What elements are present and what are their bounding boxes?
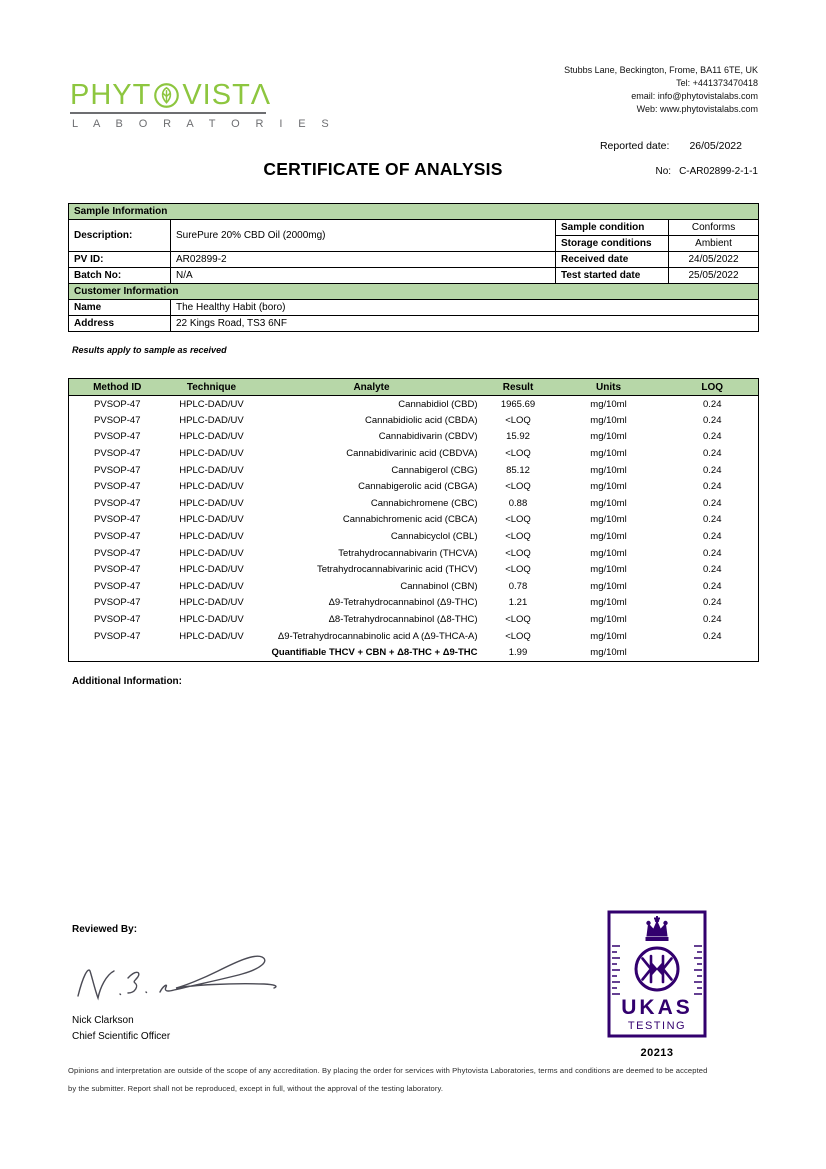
col-analyte: Analyte <box>258 379 486 396</box>
pv-id-value: AR02899-2 <box>171 252 556 268</box>
sample-info-header: Sample Information <box>69 204 759 220</box>
result-row <box>69 445 759 462</box>
cell-result: 0.78 <box>508 580 528 592</box>
reported-date-row <box>600 140 742 152</box>
customer-name-value: The Healthy Habit (boro) <box>171 300 759 316</box>
cell-result: <LOQ <box>505 564 531 576</box>
ukas-mark-icon <box>607 910 707 1038</box>
cell-method-id: PVSOP-47 <box>94 564 141 576</box>
result-row <box>69 495 759 512</box>
cell-method-id: PVSOP-47 <box>94 414 141 426</box>
summary-row <box>69 644 759 661</box>
result-row <box>69 462 759 479</box>
cell-loq: 0.24 <box>703 580 722 592</box>
cell-loq: 0.24 <box>703 431 722 443</box>
sample-condition-label: Sample condition <box>556 220 669 236</box>
cell-method-id: PVSOP-47 <box>94 580 141 592</box>
cell-units: mg/10ml <box>590 431 627 443</box>
cell-result: <LOQ <box>505 414 531 426</box>
cell-analyte: Cannabichromenic acid (CBCA) <box>342 514 478 526</box>
results-tbody <box>69 396 759 645</box>
contact-address: Stubbs Lane, Beckington, Frome, BA11 6TE, UK <box>564 65 758 75</box>
cell-loq: 0.24 <box>703 481 722 493</box>
cell-method-id: PVSOP-47 <box>94 481 141 493</box>
cell-technique: HPLC-DAD/UV <box>179 497 244 509</box>
contact-web: Web: www.phytovistalabs.com <box>636 104 758 114</box>
cell-loq: 0.24 <box>703 497 722 509</box>
sample-info-table <box>68 203 759 332</box>
cell-result: <LOQ <box>505 514 531 526</box>
cell-units: mg/10ml <box>590 464 627 476</box>
cell-result: <LOQ <box>505 630 531 642</box>
summary-result: 1.99 <box>508 646 528 658</box>
certificate-number-value: C-AR02899-2-1-1 <box>679 166 758 177</box>
reported-date-value: 26/05/2022 <box>689 140 742 152</box>
cell-loq: 0.24 <box>703 531 722 543</box>
ukas-crown-icon <box>646 916 668 941</box>
contact-tel: Tel: +441373470418 <box>676 78 758 88</box>
reviewed-by-label: Reviewed By: <box>72 924 138 935</box>
signatory-title: Chief Scientific Officer <box>72 1031 171 1042</box>
footer-disclaimer-line2: by the submitter. Report shall not be reproduced, except in full, without the approval of the testing laboratory. <box>68 1084 444 1093</box>
cell-technique: HPLC-DAD/UV <box>179 564 244 576</box>
cell-technique: HPLC-DAD/UV <box>179 481 244 493</box>
result-row <box>69 512 759 529</box>
cell-technique: HPLC-DAD/UV <box>179 514 244 526</box>
cell-result: <LOQ <box>505 531 531 543</box>
pv-id-label: PV ID: <box>69 252 171 268</box>
test-started-label: Test started date <box>556 268 669 284</box>
customer-address-label: Address <box>69 316 171 332</box>
cell-units: mg/10ml <box>590 497 627 509</box>
brand-wordmark <box>70 80 335 110</box>
ukas-number: 20213 <box>640 1047 674 1059</box>
cell-result: <LOQ <box>505 614 531 626</box>
certificate-number-label: No: <box>655 166 672 177</box>
customer-name-label: Name <box>69 300 171 316</box>
cell-method-id: PVSOP-47 <box>94 431 141 443</box>
storage-conditions-value: Ambient <box>669 236 759 252</box>
cell-technique: HPLC-DAD/UV <box>179 597 244 609</box>
cell-method-id: PVSOP-47 <box>94 497 141 509</box>
results-apply-note: Results apply to sample as received <box>72 345 227 355</box>
cell-method-id: PVSOP-47 <box>94 464 141 476</box>
cell-units: mg/10ml <box>590 531 627 543</box>
result-row <box>69 545 759 562</box>
cell-technique: HPLC-DAD/UV <box>179 414 244 426</box>
cell-method-id: PVSOP-47 <box>94 398 141 410</box>
cell-analyte: Tetrahydrocannabivarin (THCVA) <box>338 547 478 559</box>
cell-loq: 0.24 <box>703 630 722 642</box>
cell-method-id: PVSOP-47 <box>94 448 141 460</box>
cell-loq: 0.24 <box>703 398 722 410</box>
storage-conditions-label: Storage conditions <box>556 236 669 252</box>
signatory-name: Nick Clarkson <box>72 1015 134 1026</box>
cell-analyte: Cannabinol (CBN) <box>400 580 478 592</box>
leaf-icon <box>153 82 180 109</box>
summary-method <box>69 644 166 661</box>
cell-technique: HPLC-DAD/UV <box>179 580 244 592</box>
cell-loq: 0.24 <box>703 514 722 526</box>
cell-result: 85.12 <box>506 464 530 476</box>
cell-analyte: Δ9-Tetrahydrocannabinolic acid A (Δ9-THCA-A) <box>277 630 478 642</box>
cell-analyte: Δ8-Tetrahydrocannabinol (Δ8-THC) <box>328 614 478 626</box>
cell-method-id: PVSOP-47 <box>94 514 141 526</box>
cell-loq: 0.24 <box>703 614 722 626</box>
cell-technique: HPLC-DAD/UV <box>179 531 244 543</box>
cell-method-id: PVSOP-47 <box>94 630 141 642</box>
cell-loq: 0.24 <box>703 547 722 559</box>
contact-block <box>564 64 758 116</box>
cell-analyte: Cannabidivarin (CBDV) <box>378 431 478 443</box>
cell-analyte: Cannabichromene (CBC) <box>370 497 478 509</box>
brand-subtitle: L A B O R A T O R I E S <box>72 118 336 130</box>
cell-units: mg/10ml <box>590 597 627 609</box>
cell-units: mg/10ml <box>590 448 627 460</box>
brand-text-left: PHYT <box>70 79 152 111</box>
summary-units: mg/10ml <box>590 646 627 658</box>
result-row <box>69 578 759 595</box>
result-row <box>69 478 759 495</box>
received-date-value: 24/05/2022 <box>669 252 759 268</box>
cell-units: mg/10ml <box>590 514 627 526</box>
certificate-title: CERTIFICATE OF ANALYSIS <box>263 159 503 179</box>
cell-loq: 0.24 <box>703 448 722 460</box>
result-row <box>69 429 759 446</box>
cell-result: 15.92 <box>506 431 530 443</box>
cell-technique: HPLC-DAD/UV <box>179 614 244 626</box>
cell-method-id: PVSOP-47 <box>94 531 141 543</box>
cell-technique: HPLC-DAD/UV <box>179 464 244 476</box>
additional-information-label: Additional Information: <box>72 676 182 687</box>
phytovista-logo <box>70 80 335 130</box>
col-loq: LOQ <box>667 379 759 396</box>
cell-analyte: Cannabidiol (CBD) <box>398 398 478 410</box>
cell-method-id: PVSOP-47 <box>94 597 141 609</box>
col-method-id: Method ID <box>69 379 166 396</box>
results-table <box>68 378 759 662</box>
ukas-testing-label: TESTING <box>627 1020 687 1032</box>
result-row <box>69 396 759 413</box>
signature-image <box>64 940 299 1014</box>
col-units: Units <box>551 379 667 396</box>
brand-text-right: VISTΛ <box>182 79 272 111</box>
sample-condition-value: Conforms <box>669 220 759 236</box>
batch-no-value: N/A <box>171 268 556 284</box>
customer-address-value: 22 Kings Road, TS3 6NF <box>171 316 759 332</box>
summary-analyte: Quantifiable THCV + CBN + Δ8-THC + Δ9-THC <box>271 646 478 658</box>
result-row <box>69 628 759 645</box>
cell-units: mg/10ml <box>590 564 627 576</box>
summary-technique <box>166 644 258 661</box>
cell-units: mg/10ml <box>590 481 627 493</box>
cell-method-id: PVSOP-47 <box>94 614 141 626</box>
description-value: SurePure 20% CBD Oil (2000mg) <box>171 220 556 252</box>
cell-analyte: Cannabidivarinic acid (CBDVA) <box>346 448 478 460</box>
cell-analyte: Tetrahydrocannabivarinic acid (THCV) <box>316 564 478 576</box>
cell-units: mg/10ml <box>590 414 627 426</box>
result-row <box>69 595 759 612</box>
result-row <box>69 412 759 429</box>
cell-result: 1965.69 <box>500 398 536 410</box>
cell-loq: 0.24 <box>703 414 722 426</box>
cell-analyte: Δ9-Tetrahydrocannabinol (Δ9-THC) <box>328 597 478 609</box>
cell-result: 1.21 <box>508 597 528 609</box>
col-result: Result <box>486 379 551 396</box>
cell-method-id: PVSOP-47 <box>94 547 141 559</box>
cell-loq: 0.24 <box>703 597 722 609</box>
test-started-value: 25/05/2022 <box>669 268 759 284</box>
summary-loq <box>667 644 759 661</box>
contact-email: email: info@phytovistalabs.com <box>631 91 758 101</box>
ukas-logo <box>607 910 707 1059</box>
cell-loq: 0.24 <box>703 464 722 476</box>
result-row <box>69 561 759 578</box>
customer-info-header: Customer Information <box>69 284 759 300</box>
cell-units: mg/10ml <box>590 580 627 592</box>
cell-analyte: Cannabigerolic acid (CBGA) <box>358 481 478 493</box>
result-row <box>69 528 759 545</box>
cell-result: <LOQ <box>505 547 531 559</box>
cell-analyte: Cannabicyclol (CBL) <box>390 531 478 543</box>
footer-disclaimer-line1: Opinions and interpretation are outside of the scope of any accreditation. By placing the order for services with Phytovista Laboratories, terms and conditions are deemed to be accepted <box>68 1066 708 1075</box>
brand-divider <box>70 112 266 114</box>
cell-technique: HPLC-DAD/UV <box>179 431 244 443</box>
batch-no-label: Batch No: <box>69 268 171 284</box>
cell-loq: 0.24 <box>703 564 722 576</box>
certificate-number-row <box>656 166 759 177</box>
results-header-row <box>69 379 759 396</box>
ukas-name: UKAS <box>621 996 693 1019</box>
cell-technique: HPLC-DAD/UV <box>179 448 244 460</box>
cell-units: mg/10ml <box>590 630 627 642</box>
cell-units: mg/10ml <box>590 398 627 410</box>
cell-technique: HPLC-DAD/UV <box>179 398 244 410</box>
cell-result: 0.88 <box>508 497 528 509</box>
col-technique: Technique <box>166 379 258 396</box>
cell-analyte: Cannabigerol (CBG) <box>391 464 478 476</box>
cell-units: mg/10ml <box>590 614 627 626</box>
result-row <box>69 611 759 628</box>
cell-technique: HPLC-DAD/UV <box>179 630 244 642</box>
cell-technique: HPLC-DAD/UV <box>179 547 244 559</box>
description-label: Description: <box>69 220 171 252</box>
reported-date-label: Reported date: <box>599 140 670 152</box>
received-date-label: Received date <box>556 252 669 268</box>
cell-result: <LOQ <box>505 481 531 493</box>
cell-units: mg/10ml <box>590 547 627 559</box>
cell-result: <LOQ <box>505 448 531 460</box>
cell-analyte: Cannabidiolic acid (CBDA) <box>365 414 478 426</box>
